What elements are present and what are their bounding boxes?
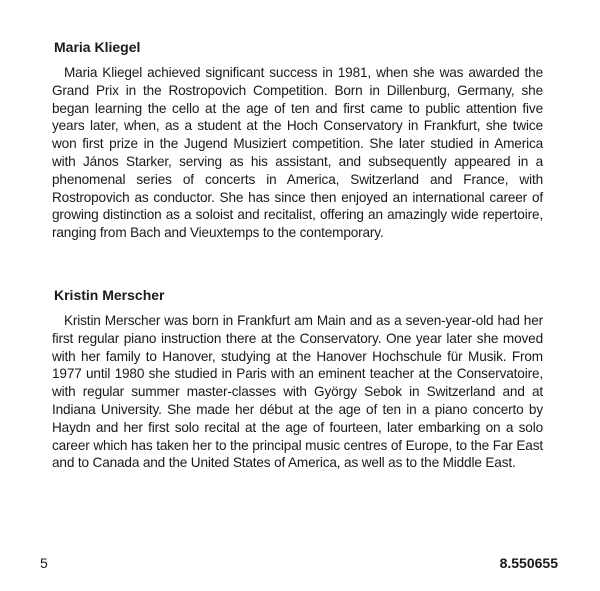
section-body: Maria Kliegel achieved significant success in 1981, when she was awarded the Grand Prix in the Rostropovich Competition. Born in Dillenburg, Germany, she began learning the cello at the age of ten and first came to public attention five years later, when, as a student at the Hoch Conservatory in Frankfurt, she twice won first prize in the Jugend Musiziert competition. She later studied in America with János Starker, serving as his assistant, and subsequently appeared in a phenomenal series of concerts in America, Switzerland and France, with Rostropovich as conductor. She has since then enjoyed an international career of growing distinction as a soloist and recitalist, offering an amazingly wide repertoire, ranging from Bach and Vieuxtemps to the contemporary.	[52, 65, 543, 241]
section-heading: Maria Kliegel	[54, 39, 141, 55]
section-body: Kristin Merscher was born in Frankfurt am Main and as a seven-year-old had her first regular piano instruction there at the Conservatory. One year later she moved with her family to Hanover, studying at the Hanover Hochschule für Musik. From 1977 until 1980 she studied in Paris with an eminent teacher at the Conservatoire, with regular summer master-classes with György Sebok in Switzerland and at Indiana University. She made her début at the age of ten in a piano concerto by Haydn and her first solo recital at the age of fourteen, later embarking on a solo career which has taken her to the principal music centres of Europe, to the Far East and to Canada and the United States of America, as well as to the Middle East.	[52, 313, 543, 471]
catalogue-number: 8.550655	[499, 555, 558, 571]
page-number: 5	[40, 555, 48, 571]
biography-kristin-merscher	[52, 286, 543, 472]
biography-maria-kliegel	[52, 38, 543, 242]
section-heading: Kristin Merscher	[54, 287, 165, 303]
